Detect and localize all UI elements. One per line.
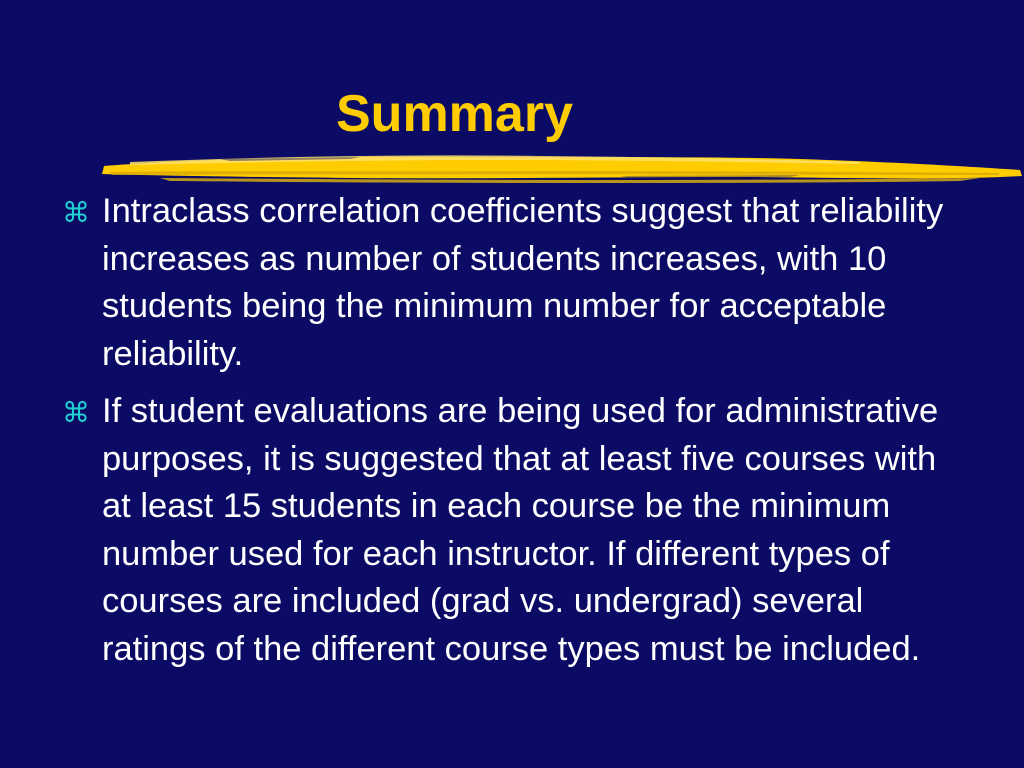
slide-title: Summary: [336, 85, 573, 143]
title-underline-brushstroke: [100, 150, 1024, 190]
command-key-icon: ⌘: [62, 196, 90, 229]
command-key-icon: ⌘: [62, 396, 90, 429]
bullet-text: If student evaluations are being used for administrative purposes, it is suggested that at least five courses with at least 15 students in each course be the minimum number used for each instructor. If different types of courses are included (grad vs. undergrad) several ratings of the different course types must be included.: [102, 392, 939, 668]
bullet-item: [62, 188, 972, 378]
bullet-item: [62, 388, 972, 673]
bullet-text: Intraclass correlation coefficients suggest that reliability increases as number of students increases, with 10 students being the minimum number for acceptable reliability.: [102, 192, 944, 373]
bullet-list: [62, 188, 972, 683]
